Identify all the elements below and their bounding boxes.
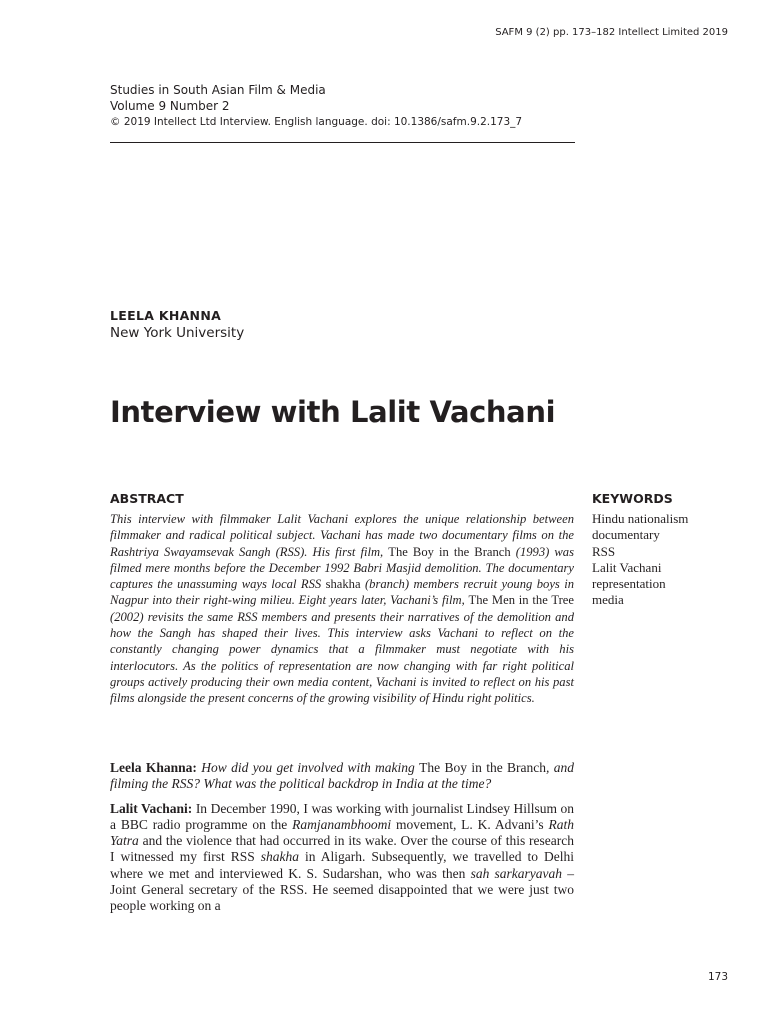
journal-doi: © 2019 Intellect Ltd Interview. English language. doi: 10.1386/safm.9.2.173_7 <box>110 116 523 128</box>
journal-volume: Volume 9 Number 2 <box>110 99 230 113</box>
keyword-item: Hindu nationalism <box>592 511 689 526</box>
header-rule <box>110 142 575 143</box>
keyword-item: media <box>592 592 624 608</box>
interview-body <box>110 760 574 923</box>
author-name: LEELA KHANNA <box>110 308 222 323</box>
author-affiliation: New York University <box>110 325 245 341</box>
keyword-item: RSS <box>592 543 616 559</box>
interview-answer: Lalit Vachani: In December 1990, I was working with journalist Lindsey Hillsum on a BBC radio programme on the Ramjanambhoomi movement, L. K. Advani’s Rath Yatra and the violence that had occurred in its wake. Over the course of this research I witnessed my first RSS shakha in Aligarh. Subsequently, we travelled to Delhi where we met and interviewed K. S. Sudarshan, who was then sah sarkaryavah – Joint General secretary of the RSS. He seemed disappointed that we were just two people working on a <box>110 800 575 914</box>
keyword-item: representation <box>592 576 666 592</box>
interview-question: Leela Khanna: How did you get involved with making The Boy in the Branch, and filming the RSS? What was the political backdrop in India at the time? <box>110 760 575 792</box>
abstract-text: This interview with filmmaker Lalit Vachani explores the unique relationship between filmmaker and radical political subject. Vachani has made two documentary films on the Rashtriya Swayamsevak Sangh (RSS). His first film, The Boy in the Branch (1993) was filmed mere months before the December 1992 Babri Masjid demolition. The documentary captures the unassuming ways local RSS shakha (branch) members recruit young boys in Nagpur into their right-wing milieu. Eight years later, Vachani’s film, The Men in the Tree (2002) revisits the same RSS members and presents their narratives of the demolition and how the Sangh has shaped their lives. This interview asks Vachani to reflect on the constantly changing power dynamics that a filmmaker must negotiate with his interlocutors. As the politics of representation are now changing with far right political groups actively producing their own media content, Vachani is invited to reflect on his past films alongside the present concerns of the growing visibility of Hindu right politics. <box>110 512 575 706</box>
term: shakha <box>325 577 361 592</box>
speaker-label: Lalit Vachani: <box>110 800 193 816</box>
running-header: SAFM 9 (2) pp. 173–182 Intellect Limited 2019 <box>495 27 728 38</box>
abstract-heading: ABSTRACT <box>110 491 184 506</box>
journal-info <box>110 82 575 130</box>
film-title: The Boy in the Branch <box>419 760 547 775</box>
film-title: The Men in the Tree <box>468 593 574 608</box>
keyword-item: Lalit Vachani <box>592 559 662 575</box>
author-block <box>110 307 244 342</box>
keywords-heading: KEYWORDS <box>592 491 673 506</box>
journal-name: Studies in South Asian Film & Media <box>110 83 326 97</box>
speaker-label: Leela Khanna: <box>110 760 197 775</box>
keyword-item: documentary <box>592 527 660 543</box>
film-title: The Boy in the Branch <box>388 544 511 559</box>
page-number: 173 <box>707 971 728 983</box>
article-title: Interview with Lalit Vachani <box>110 395 556 429</box>
keywords-list <box>592 511 732 609</box>
